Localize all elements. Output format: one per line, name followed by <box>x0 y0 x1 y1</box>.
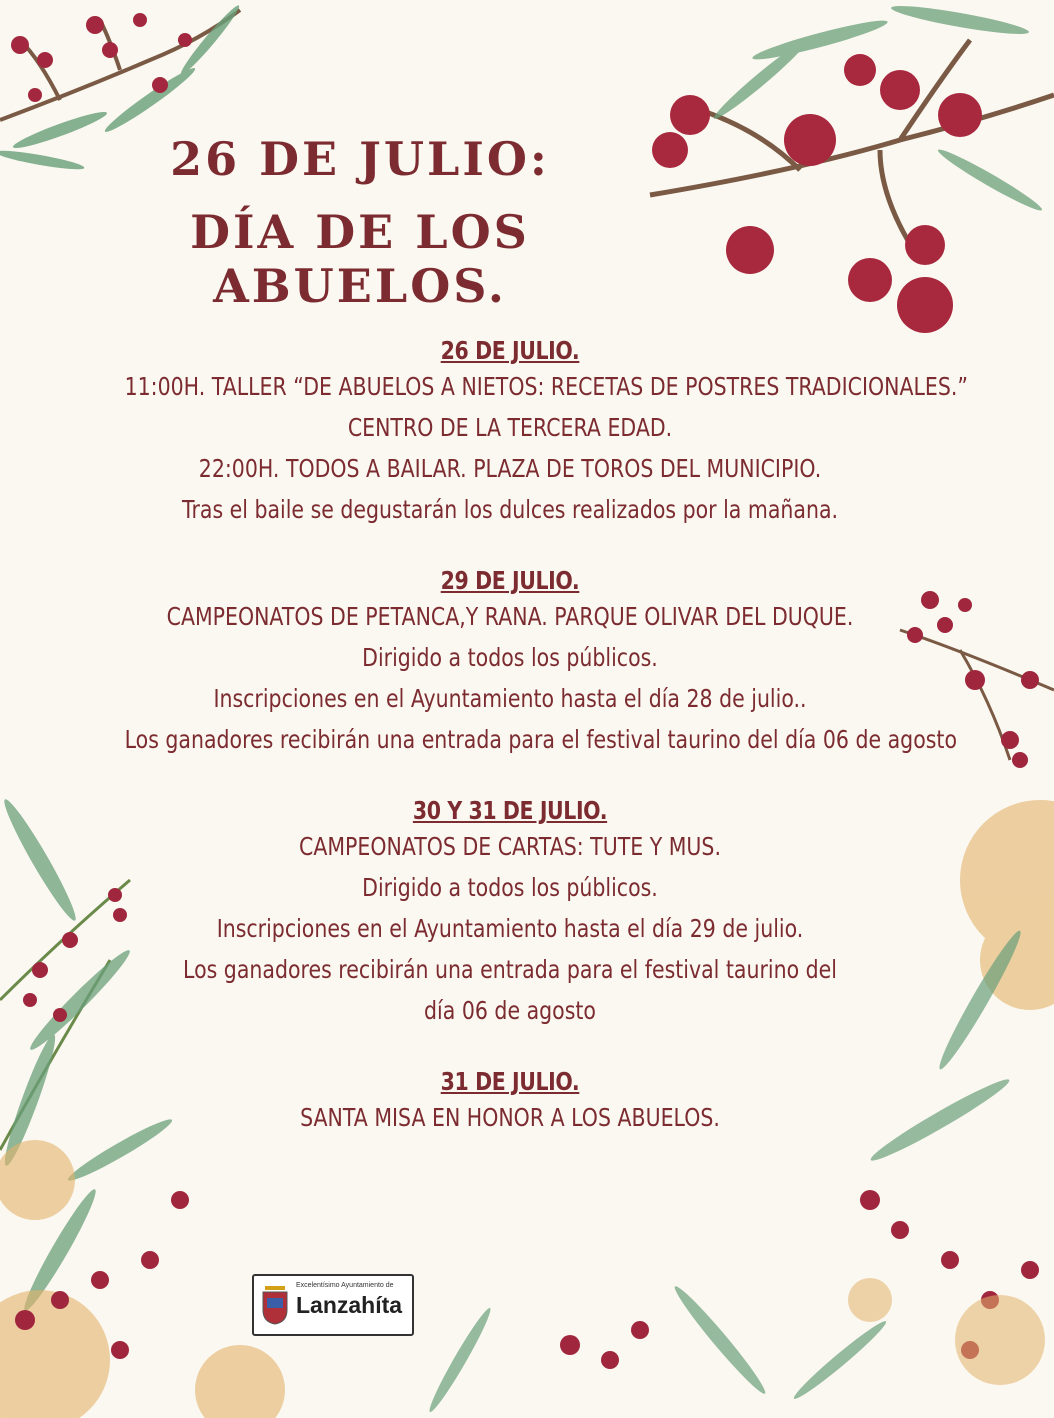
ayuntamiento-logo <box>252 1274 414 1336</box>
coat-of-arms-icon <box>260 1282 290 1326</box>
event-line: Los ganadores recibirán una entrada para el festival taurino del <box>183 955 837 984</box>
event-date: 31 DE JULIO. <box>440 1067 580 1096</box>
event-date: 26 DE JULIO. <box>440 336 580 365</box>
event-section-31-julio <box>40 1067 980 1138</box>
event-line: Dirigido a todos los públicos. <box>362 643 658 672</box>
event-line: CAMPEONATOS DE CARTAS: TUTE Y MUS. <box>299 832 721 861</box>
event-line: Los ganadores recibirán una entrada para el festival taurino del día 06 de agosto <box>124 725 958 754</box>
event-section-29-julio <box>40 566 980 760</box>
event-line: Tras el baile se degustarán los dulces realizados por la mañana. <box>181 495 839 524</box>
top-left-berry-branch <box>0 10 240 120</box>
event-line: día 06 de agosto <box>424 996 596 1025</box>
event-line: 11:00H. TALLER “DE ABUELOS A NIETOS: RECETAS DE POSTRES TRADICIONALES.” <box>124 372 969 401</box>
event-date: 30 Y 31 DE JULIO. <box>412 796 608 825</box>
event-line: CENTRO DE LA TERCERA EDAD. <box>347 413 673 442</box>
event-line: Inscripciones en el Ayuntamiento hasta el día 29 de julio. <box>216 914 804 943</box>
event-line: Inscripciones en el Ayuntamiento hasta el día 28 de julio.. <box>213 684 807 713</box>
event-schedule <box>40 336 980 1174</box>
event-section-30-31-julio <box>40 796 980 1031</box>
event-line: CAMPEONATOS DE PETANCA,Y RANA. PARQUE OLIVAR DEL DUQUE. <box>166 602 854 631</box>
logo-small-text: Excelentísimo Ayuntamiento de <box>296 1282 394 1289</box>
logo-name: Lanzahíta <box>296 1292 403 1318</box>
event-line: SANTA MISA EN HONOR A LOS ABUELOS. <box>300 1103 720 1132</box>
event-line: 22:00H. TODOS A BAILAR. PLAZA DE TOROS DEL MUNICIPIO. <box>198 454 822 483</box>
main-title-line-2: DÍA DE LOS ABUELOS. <box>190 205 530 313</box>
event-line: Dirigido a todos los públicos. <box>362 873 658 902</box>
event-date: 29 DE JULIO. <box>440 566 580 595</box>
main-title-line-1: 26 DE JULIO: <box>170 132 550 186</box>
event-section-26-julio <box>40 336 980 530</box>
